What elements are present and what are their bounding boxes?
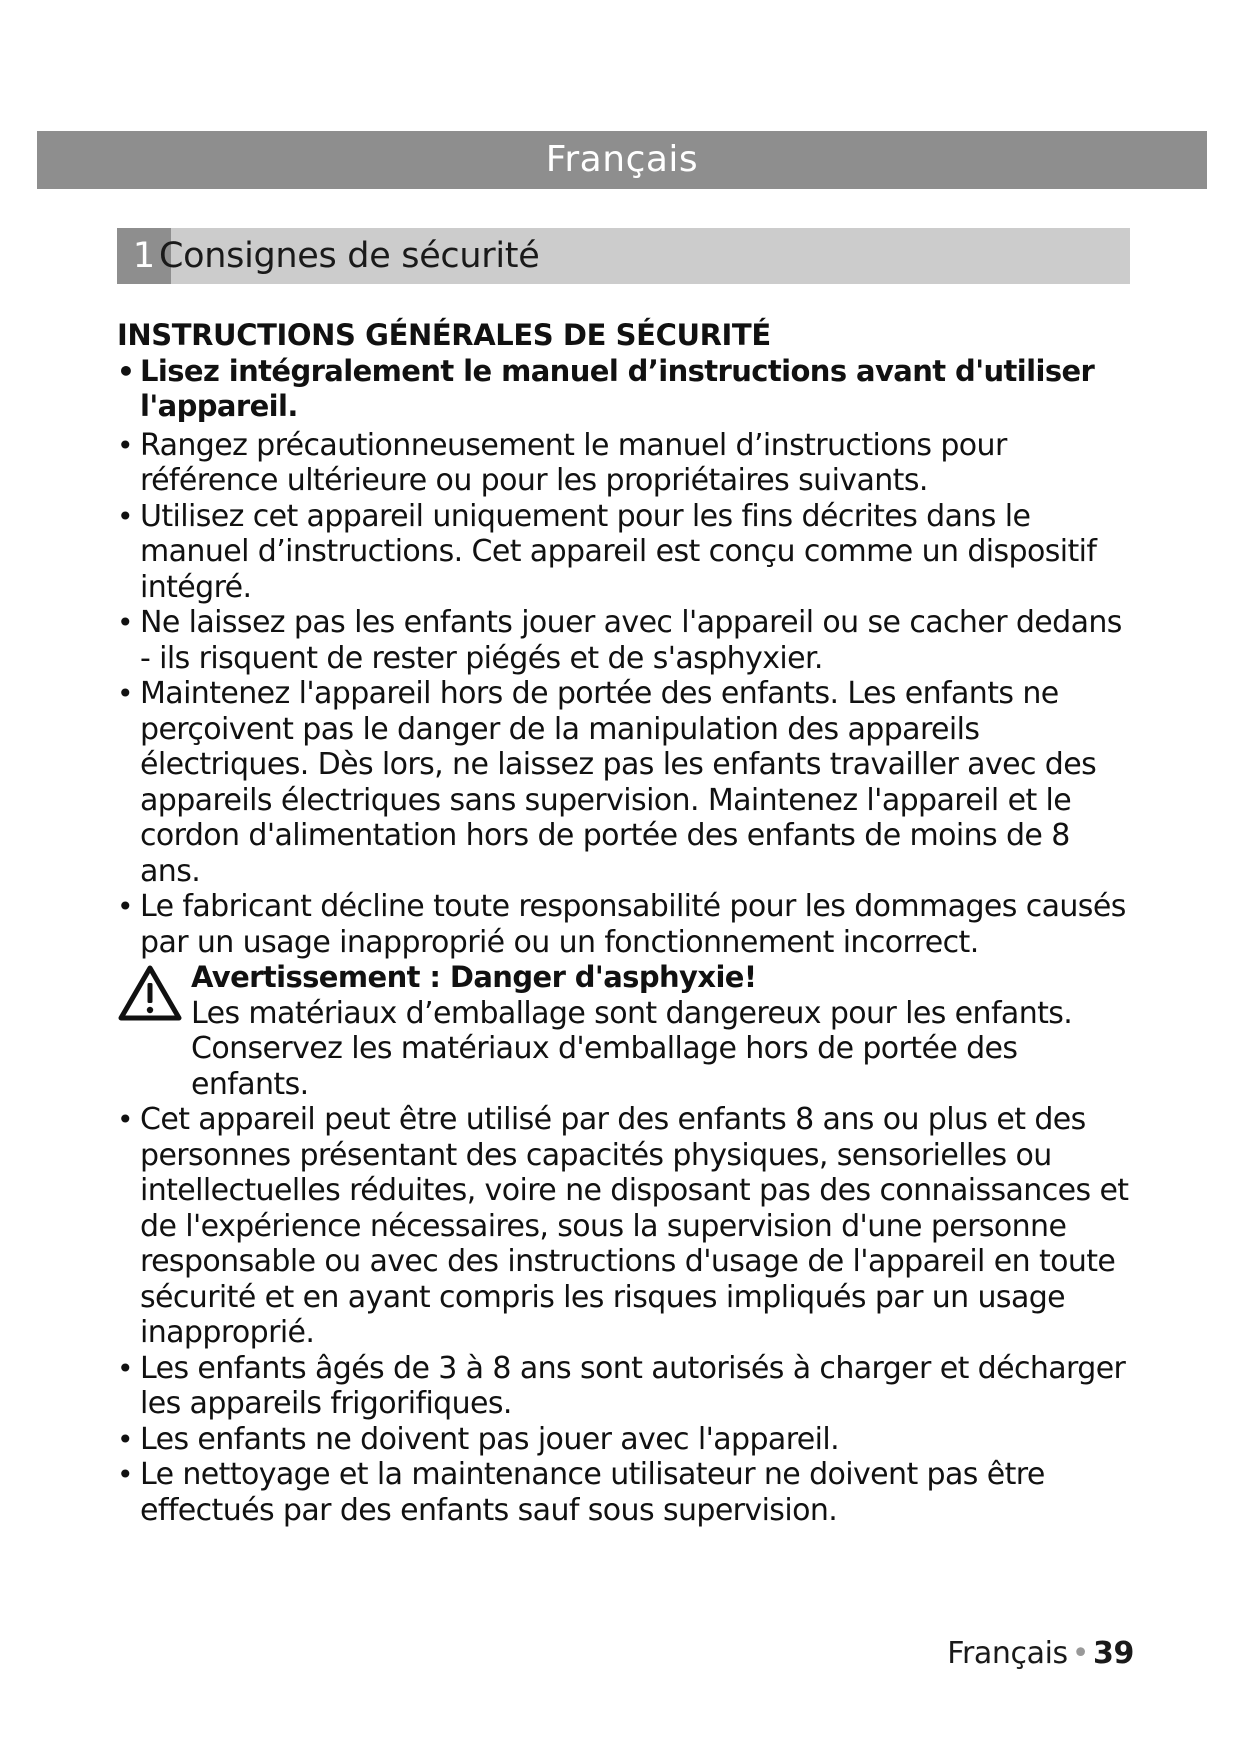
page-footer [947,1636,1134,1671]
warning-title: Avertissement : Danger d'asphyxie! [191,960,757,994]
footer-language: Français [947,1636,1068,1671]
bullet-dot: • [117,606,133,639]
warning-triangle-icon [117,964,183,1022]
language-header-label: Français [545,139,699,180]
language-header-bar [37,131,1207,189]
asphyxiation-warning [117,960,1137,1102]
list-item [117,1422,1137,1458]
section-header [117,228,1130,284]
list-item-text: Ne laissez pas les enfants jouer avec l'appareil ou se cacher dedans - ils risquent de rester piégés et de s'asphyxier. [140,605,1122,676]
list-item-text: Le fabricant décline toute responsabilité pour les dommages causés par un usage inapproprié ou un fonctionnement incorrect. [140,889,1126,960]
list-item [117,354,1137,425]
list-item-text: Le nettoyage et la maintenance utilisateur ne doivent pas être effectués par des enfants sauf sous supervision. [140,1457,1045,1528]
warning-text: Les matériaux d’emballage sont dangereux pour les enfants. Conservez les matériaux d'emballage hors de portée des enfants. [191,995,1073,1102]
list-item [117,428,1137,499]
list-item [117,676,1137,889]
list-item-text: Les enfants âgés de 3 à 8 ans sont autorisés à charger et décharger les appareils frigorifiques. [140,1350,1126,1421]
list-item [117,499,1137,606]
bullet-dot: • [117,1351,133,1385]
list-item-text: Maintenez l'appareil hors de portée des enfants. Les enfants ne perçoivent pas le danger de la manipulation des appareils électriques. Dès lors, ne laissez pas les enfants travailler avec des appareils électriques sans supervision. Maintenez l'appareil et le cordon d'alimentation hors de portée des enfants de moins de 8 ans. [140,676,1097,889]
bullet-dot: • [117,428,133,462]
list-item [117,605,1137,676]
safety-instructions [117,318,1137,1528]
bullet-dot: • [117,1422,133,1456]
bullet-dot: • [117,1458,133,1491]
bullet-dot: • [117,499,133,533]
list-item [117,1457,1137,1528]
footer-separator: • [1071,1636,1090,1671]
bullet-dot: • [117,677,133,710]
list-item [117,1102,1137,1351]
bullet-dot: • [117,1103,133,1136]
list-item-text: Rangez précautionneusement le manuel d’instructions pour référence ultérieure ou pour les propriétaires suivants. [140,427,1007,498]
bullet-dot: • [117,354,135,388]
bullet-dot: • [117,890,133,923]
general-safety-heading: INSTRUCTIONS GÉNÉRALES DE SÉCURITÉ [117,318,771,352]
list-item-text: Utilisez cet appareil uniquement pour les fins décrites dans le manuel d’instructions. Cet appareil est conçu comme un dispositif intégré. [140,498,1097,605]
list-item-text: Lisez intégralement le manuel d’instructions avant d'utiliser l'appareil. [140,353,1095,423]
list-item [117,1351,1137,1422]
section-title: Consignes de sécurité [159,236,540,276]
list-item-text: Les enfants ne doivent pas jouer avec l'appareil. [140,1421,840,1457]
list-item [117,889,1137,960]
list-item-text: Cet appareil peut être utilisé par des enfants 8 ans ou plus et des personnes présentant des capacités physiques, sensorielles ou intellectuelles réduites, voire ne disposant pas des connaissances et de l'expérience nécessaires, sous la supervision d'une personne responsable ou avec des instructions d'usage de l'appareil en toute sécurité et en ayant compris les risques impliqués par un usage inapproprié. [140,1102,1129,1350]
page-number: 39 [1093,1636,1134,1671]
section-number: 1 [117,228,171,284]
